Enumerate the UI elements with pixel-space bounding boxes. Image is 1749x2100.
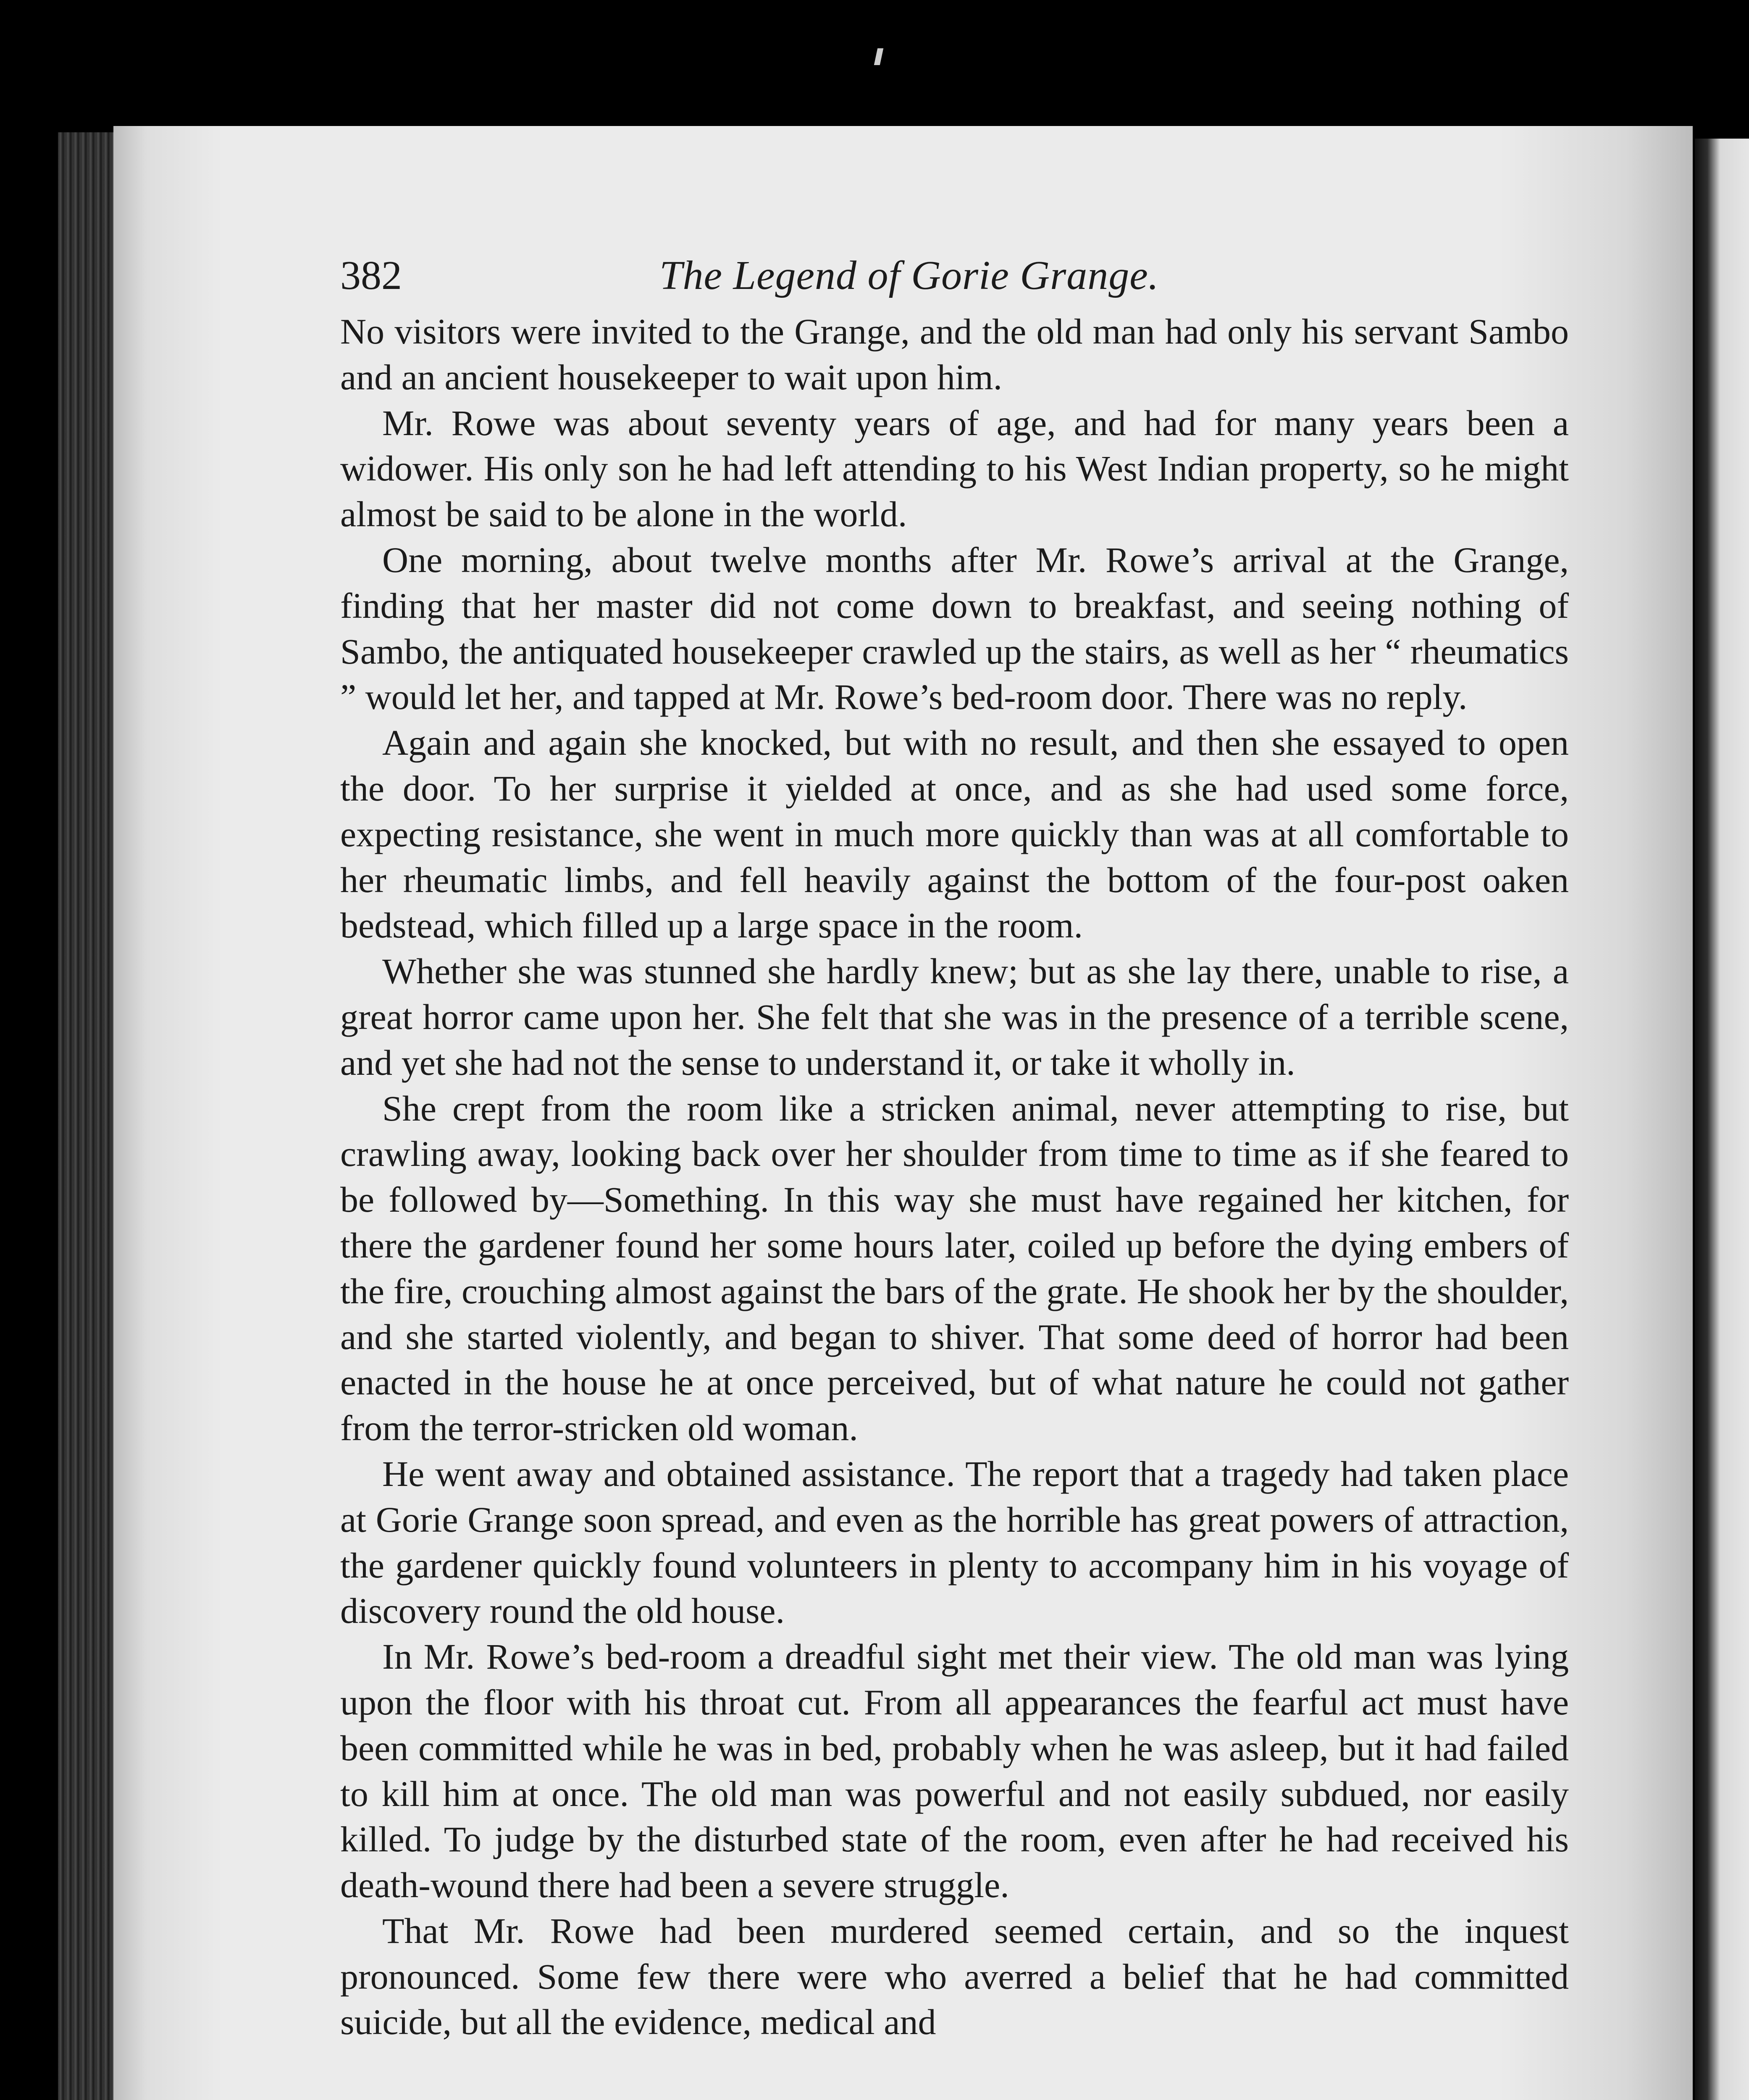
- running-head: [340, 252, 1569, 309]
- paragraph: Mr. Rowe was about seventy years of age, and had for many years been a widower. His only son he had left attending to his West Indian property, so he might almost be said to be alone in the world.: [340, 402, 1569, 535]
- paragraph: In Mr. Rowe’s bed-room a dreadful sight met their view. The old man was lying upon the floor with his throat cut. From all appearances the fearful act must have been committed while he was in bed, probably when he was asleep, but it had failed to kill him at once. The old man was powerful and not easily subdued, nor easily killed. To judge by the disturbed state of the room, even after he had received his death-wound there had been a severe struggle.: [340, 1636, 1569, 1906]
- paragraph: Whether she was stunned she hardly knew; but as she lay there, unable to rise, a great horror came upon her. She felt that she was in the presence of a terrible scene, and yet she had not the sense to understand it, or take it wholly in.: [340, 951, 1569, 1083]
- paragraph: He went away and obtained assistance. The report that a tragedy had taken place at Gorie Grange soon spread, and even as the horrible has great powers of attraction, the gardener quickly found volunteers in plenty to accompany him in his voyage of discovery round the old house.: [340, 1453, 1569, 1631]
- page-edges: [58, 132, 121, 2100]
- paragraph: No visitors were invited to the Grange, and the old man had only his servant Sambo and an ancient housekeeper to wait upon him.: [340, 311, 1569, 397]
- scan-speck: [874, 48, 884, 65]
- page-number: 382: [340, 253, 402, 298]
- paragraph: Again and again she knocked, but with no result, and then she essayed to open the door. To her surprise it yielded at once, and as she had used some force, expecting resistance, she went in much more quickly than was at all comfortable to her rheumatic limbs, and fell heavily against the bottom of the four-post oaken bedstead, which filled up a large space in the room.: [340, 722, 1569, 946]
- paragraph: One morning, about twelve months after Mr. Rowe’s arrival at the Grange, finding that her master did not come down to breakfast, and seeing nothing of Sambo, the antiquated housekeeper crawled up the stairs, as well as her “ rheumatics ” would let her, and tapped at Mr. Rowe’s bed-room door. There was no reply.: [340, 539, 1569, 717]
- running-title: The Legend of Gorie Grange.: [659, 253, 1159, 298]
- body-text: [340, 309, 1569, 2045]
- page-content: [340, 252, 1569, 2045]
- paragraph: That Mr. Rowe had been murdered seemed certain, and so the inquest pronounced. Some few there were who averred a belief that he had committed suicide, but all the evidence, medical and: [340, 1910, 1569, 2042]
- paragraph: She crept from the room like a stricken animal, never attempting to rise, but crawling away, looking back over her shoulder from time to time as if she feared to be followed by—Something. In this way she must have regained her kitchen, for there the gardener found her some hours later, coiled up before the dying embers of the fire, crouching almost against the bars of the grate. He shook her by the shoulder, and she started violently, and began to shiver. That some deed of horror had been enacted in the house he at once perceived, but of what nature he could not gather from the terror-stricken old woman.: [340, 1088, 1569, 1449]
- facing-page-edge: [1695, 139, 1749, 2100]
